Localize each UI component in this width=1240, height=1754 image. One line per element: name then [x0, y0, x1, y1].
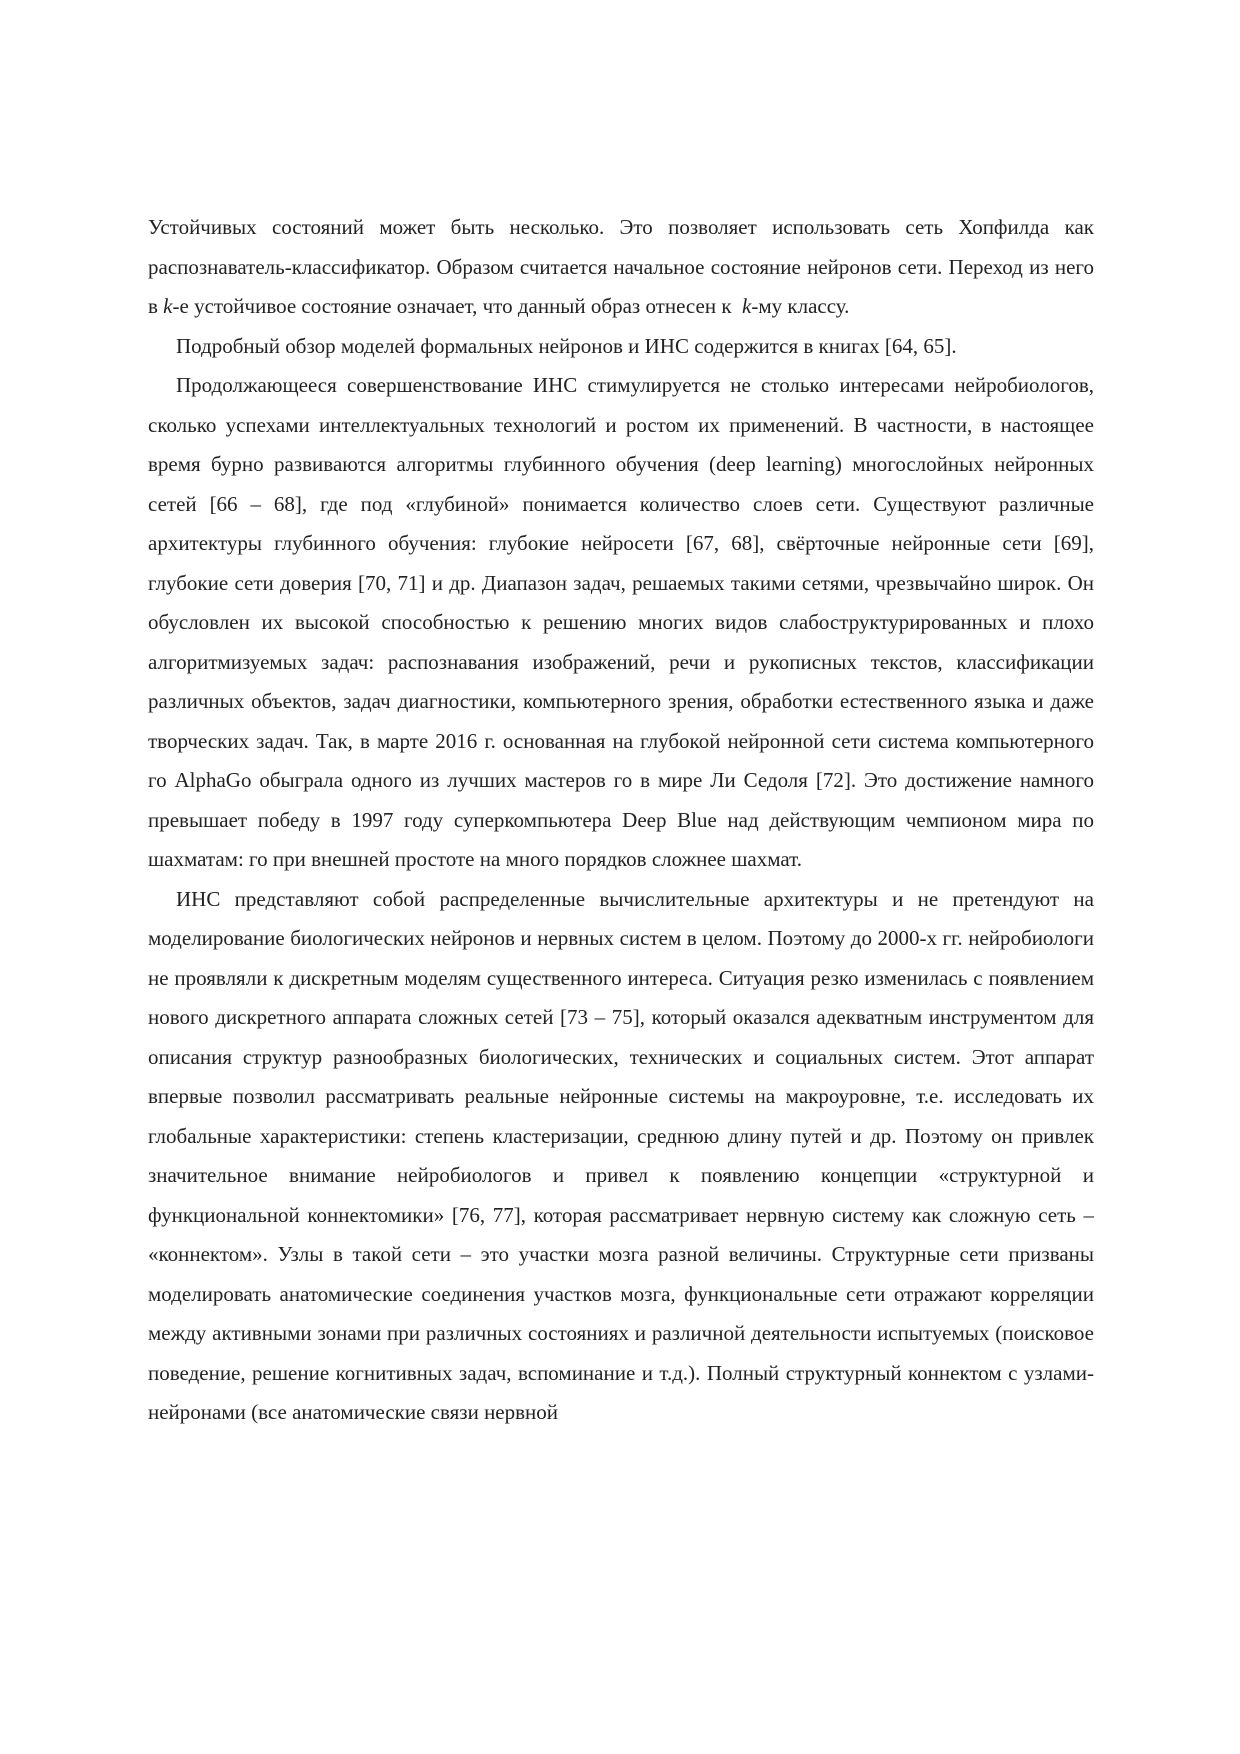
variable-k-2: k [742, 294, 752, 318]
paragraph-1 [148, 208, 1094, 327]
paragraph-1-part-5: -му классу. [751, 294, 850, 318]
paragraph-1-part-1: Устойчивых состояний может быть несколько. Это позволяет использовать сеть Хопфилда как распознаватель-классификатор. Образом считается начальное состояние нейронов сети. Переход из него в [148, 215, 1094, 318]
paragraph-1-part-3: -е устойчивое состояние означает, что данный образ отнесен к [172, 294, 737, 318]
body-text [148, 208, 1094, 1433]
paragraph-4: ИНС представляют собой распределенные вычислительные архитектуры и не претендуют на моделирование биологических нейронов и нервных систем в целом. Поэтому до 2000-х гг. нейробиологи не проявляли к дискретным моделям существенного интереса. Ситуация резко изменилась с появлением нового дискретного аппарата сложных сетей [73 – 75], который оказался адекватным инструментом для описания структур разнообразных биологических, технических и социальных систем. Этот аппарат впервые позволил рассматривать реальные нейронные системы на макроуровне, т.е. исследовать их глобальные характеристики: степень кластеризации, среднюю длину путей и др. Поэтому он привлек значительное внимание нейробиологов и привел к появлению концепции «структурной и функциональной коннектомики» [76, 77], которая рассматривает нервную систему как сложную сеть – «коннектом». Узлы в такой сети – это участки мозга разной величины. Структурные сети призваны моделировать анатомические соединения участков мозга, функциональные сети отражают корреляции между активными зонами при различных состояниях и различной деятельности испытуемых (поисковое поведение, решение когнитивных задач, вспоминание и т.д.). Полный структурный коннектом с узлами-нейронами (все анатомические связи нервной [148, 886, 1094, 1424]
variable-k-1: k [163, 294, 173, 318]
paragraph-3: Продолжающееся совершенствование ИНС стимулируется не столько интересами нейробиологов, сколько успехами интеллектуальных технологий и ростом их применений. В частности, в настоящее время бурно развиваются алгоритмы глубинного обучения (deep learning) многослойных нейронных сетей [66 – 68], где под «глубиной» понимается количество слоев сети. Существуют различные архитектуры глубинного обучения: глубокие нейросети [67, 68], свёрточные нейронные сети [69], глубокие сети доверия [70, 71] и др. Диапазон задач, решаемых такими сетями, чрезвычайно широк. Он обусловлен их высокой способностью к решению многих видов слабоструктурированных и плохо алгоритмизуемых задач: распознавания изображений, речи и рукописных текстов, классификации различных объектов, задач диагностики, компьютерного зрения, обработки естественного языка и даже творческих задач. Так, в марте 2016 г. основанная на глубокой нейронной сети система компьютерного го AlphaGo обыграла одного из лучших мастеров го в мире Ли Седоля [72]. Это достижение намного превышает победу в 1997 году суперкомпьютера Deep Blue над действующим чемпионом мира по шахматам: го при внешней простоте на много порядков сложнее шахмат. [148, 373, 1094, 871]
paragraph-2: Подробный обзор моделей формальных нейронов и ИНС содержится в книгах [64, 65]. [176, 333, 957, 358]
